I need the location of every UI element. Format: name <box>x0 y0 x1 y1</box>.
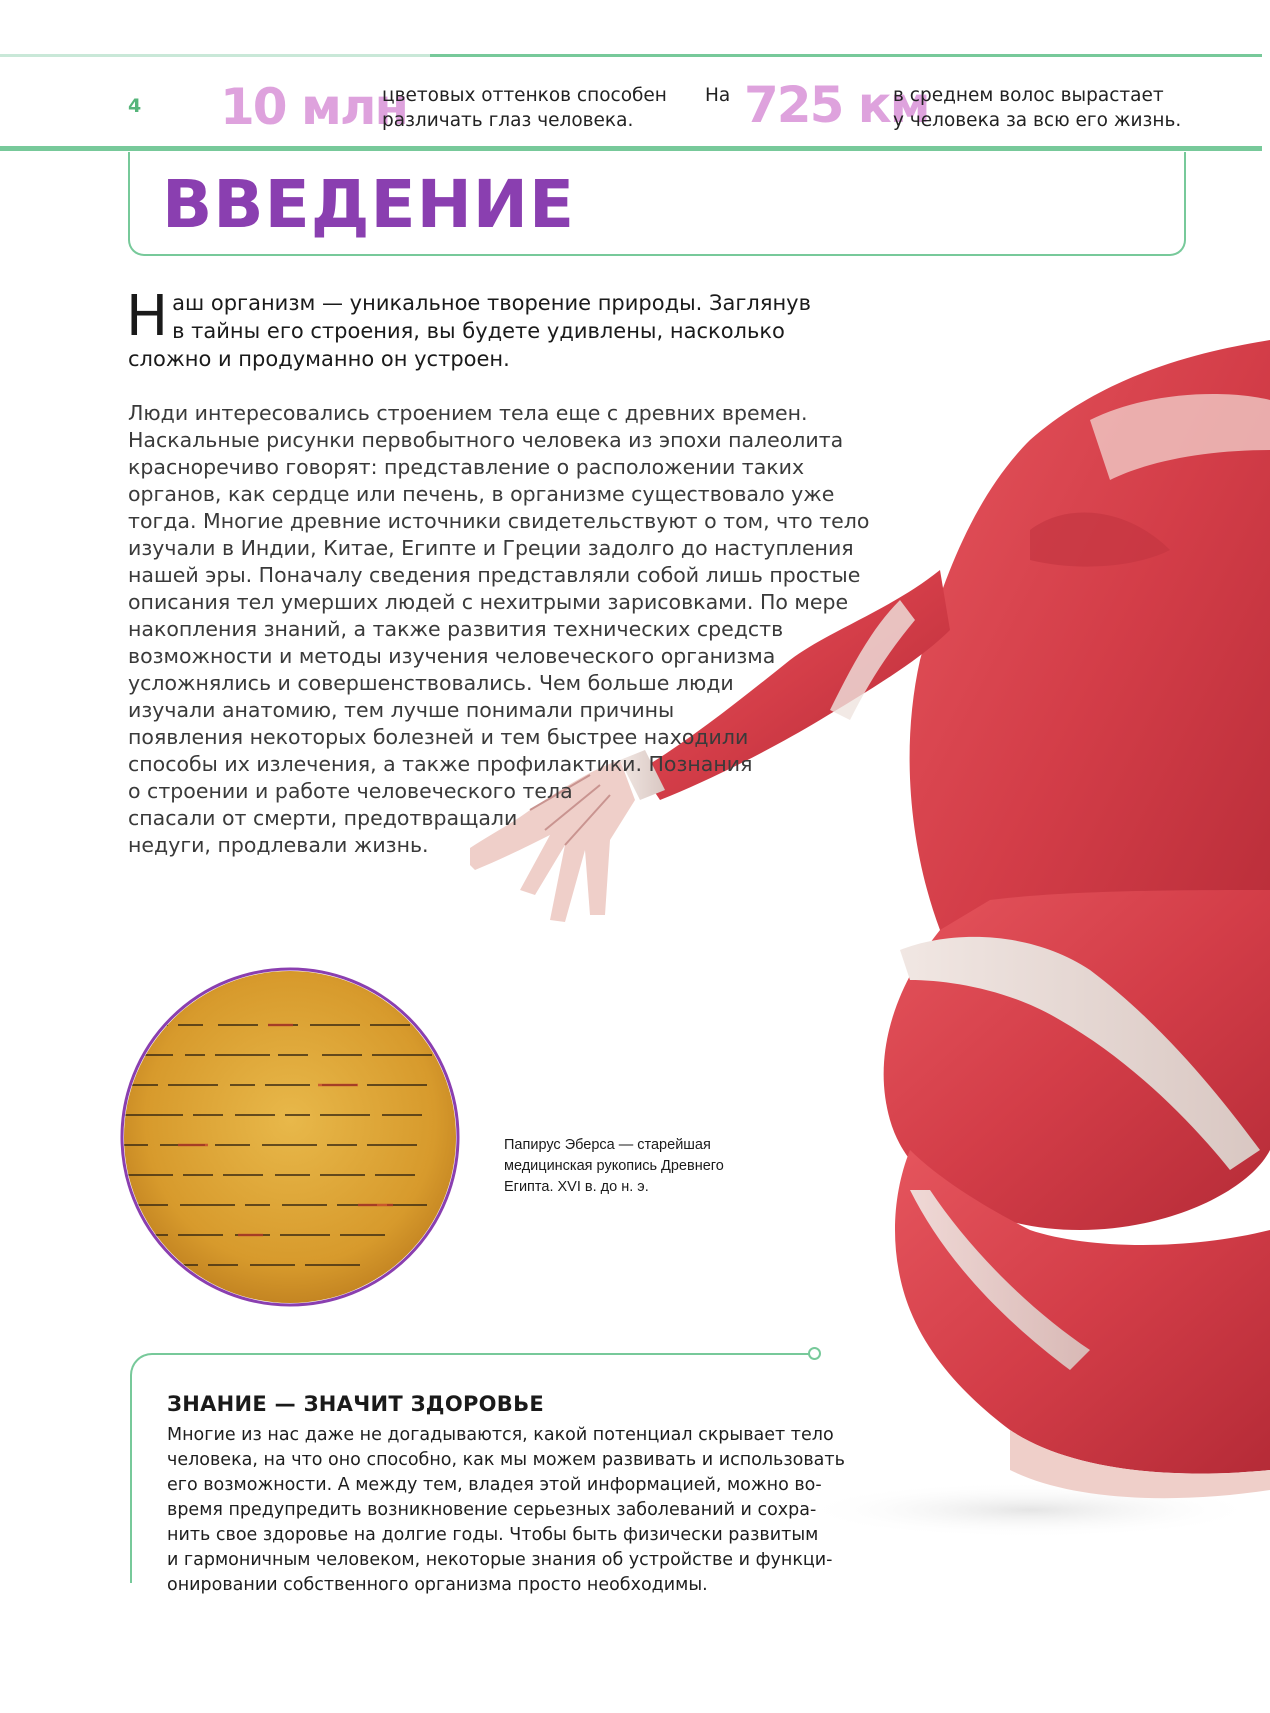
drop-cap: Н <box>126 284 169 349</box>
body-line: спасали от смерти, предотвращали <box>128 806 518 830</box>
body-line: возможности и методы изучения человеческого организма <box>128 644 776 668</box>
fact-2-text: в среднем волос вырастает у человека за всю его жизнь. <box>893 85 1182 131</box>
fact-1-value: 10 млн <box>220 78 408 136</box>
intro-paragraph <box>126 284 828 373</box>
body-paragraph <box>128 400 870 859</box>
box-line: нить свое здоровье на долгие годы. Чтобы быть физически развитым <box>167 1525 819 1545</box>
frame-end-dot <box>808 1347 821 1360</box>
top-rule <box>0 54 1262 57</box>
body-line: усложнялись и совершенствовались. Чем больше люди <box>128 671 734 695</box>
body-line: тогда. Многие древние источники свидетельствуют о том, что тело <box>128 509 870 533</box>
body-line: нашей эры. Поначалу сведения представляли собой лишь простые <box>128 563 861 587</box>
fact-1-text: цветовых оттенков способен различать глаз человека. <box>382 85 667 131</box>
box-line: время предупредить возникновение серьезных заболеваний и сохра- <box>167 1500 817 1520</box>
page-number: 4 <box>128 95 142 117</box>
body-line: недуги, продлевали жизнь. <box>128 833 429 857</box>
box-line: человека, на что оно способно, как мы можем развивать и использовать <box>167 1450 845 1470</box>
body-line: Люди интересовались строением тела еще с древних времен. <box>128 401 808 425</box>
papyrus-ebers-image <box>118 965 463 1310</box>
body-line: способы их излечения, а также профилактики. Познания <box>128 752 753 776</box>
image-caption: Папирус Эберса — старейшая медицинская рукопись Древнего Египта. XVI в. до н. э. <box>504 1137 724 1195</box>
body-line: появления некоторых болезней и тем быстрее находили <box>128 725 749 749</box>
body-line: Наскальные рисунки первобытного человека из эпохи палеолита <box>128 428 844 452</box>
fact-2-value: 725 км <box>744 76 929 134</box>
body-line: органов, как сердце или печень, в организме существовало уже <box>128 482 835 506</box>
box-line: онировании собственного организма просто необходимы. <box>167 1575 708 1595</box>
intro-text: аш организм — уникальное творение природы. Заглянув в тайны его строения, вы будете удивлены, насколько сложно и продуманно он устроен. <box>128 291 811 371</box>
box-line: Многие из нас даже не догадываются, какой потенциал скрывает тело <box>167 1425 834 1445</box>
header-bottom-rule <box>0 146 1262 151</box>
body-line: описания тел умерших людей с нехитрыми зарисовками. По мере <box>128 590 849 614</box>
fact-2-prefix: На <box>705 85 731 106</box>
box-line: его возможности. А между тем, владея этой информацией, можно во- <box>167 1475 822 1495</box>
body-line: накопления знаний, а также развития технических средств <box>128 617 784 641</box>
sidebar-box-title: ЗНАНИЕ — ЗНАЧИТ ЗДОРОВЬЕ <box>167 1392 545 1416</box>
body-line: о строении и работе человеческого тела <box>128 779 573 803</box>
page-title: ВВЕДЕНИЕ <box>162 166 576 243</box>
sidebar-box-text <box>167 1423 847 1598</box>
body-line: изучали в Индии, Китае, Египте и Греции задолго до наступления <box>128 536 854 560</box>
body-line: красноречиво говорят: представление о расположении таких <box>128 455 805 479</box>
body-line: изучали анатомию, тем лучше понимали причины <box>128 698 675 722</box>
box-line: и гармоничным человеком, некоторые знания об устройстве и функци- <box>167 1550 833 1570</box>
